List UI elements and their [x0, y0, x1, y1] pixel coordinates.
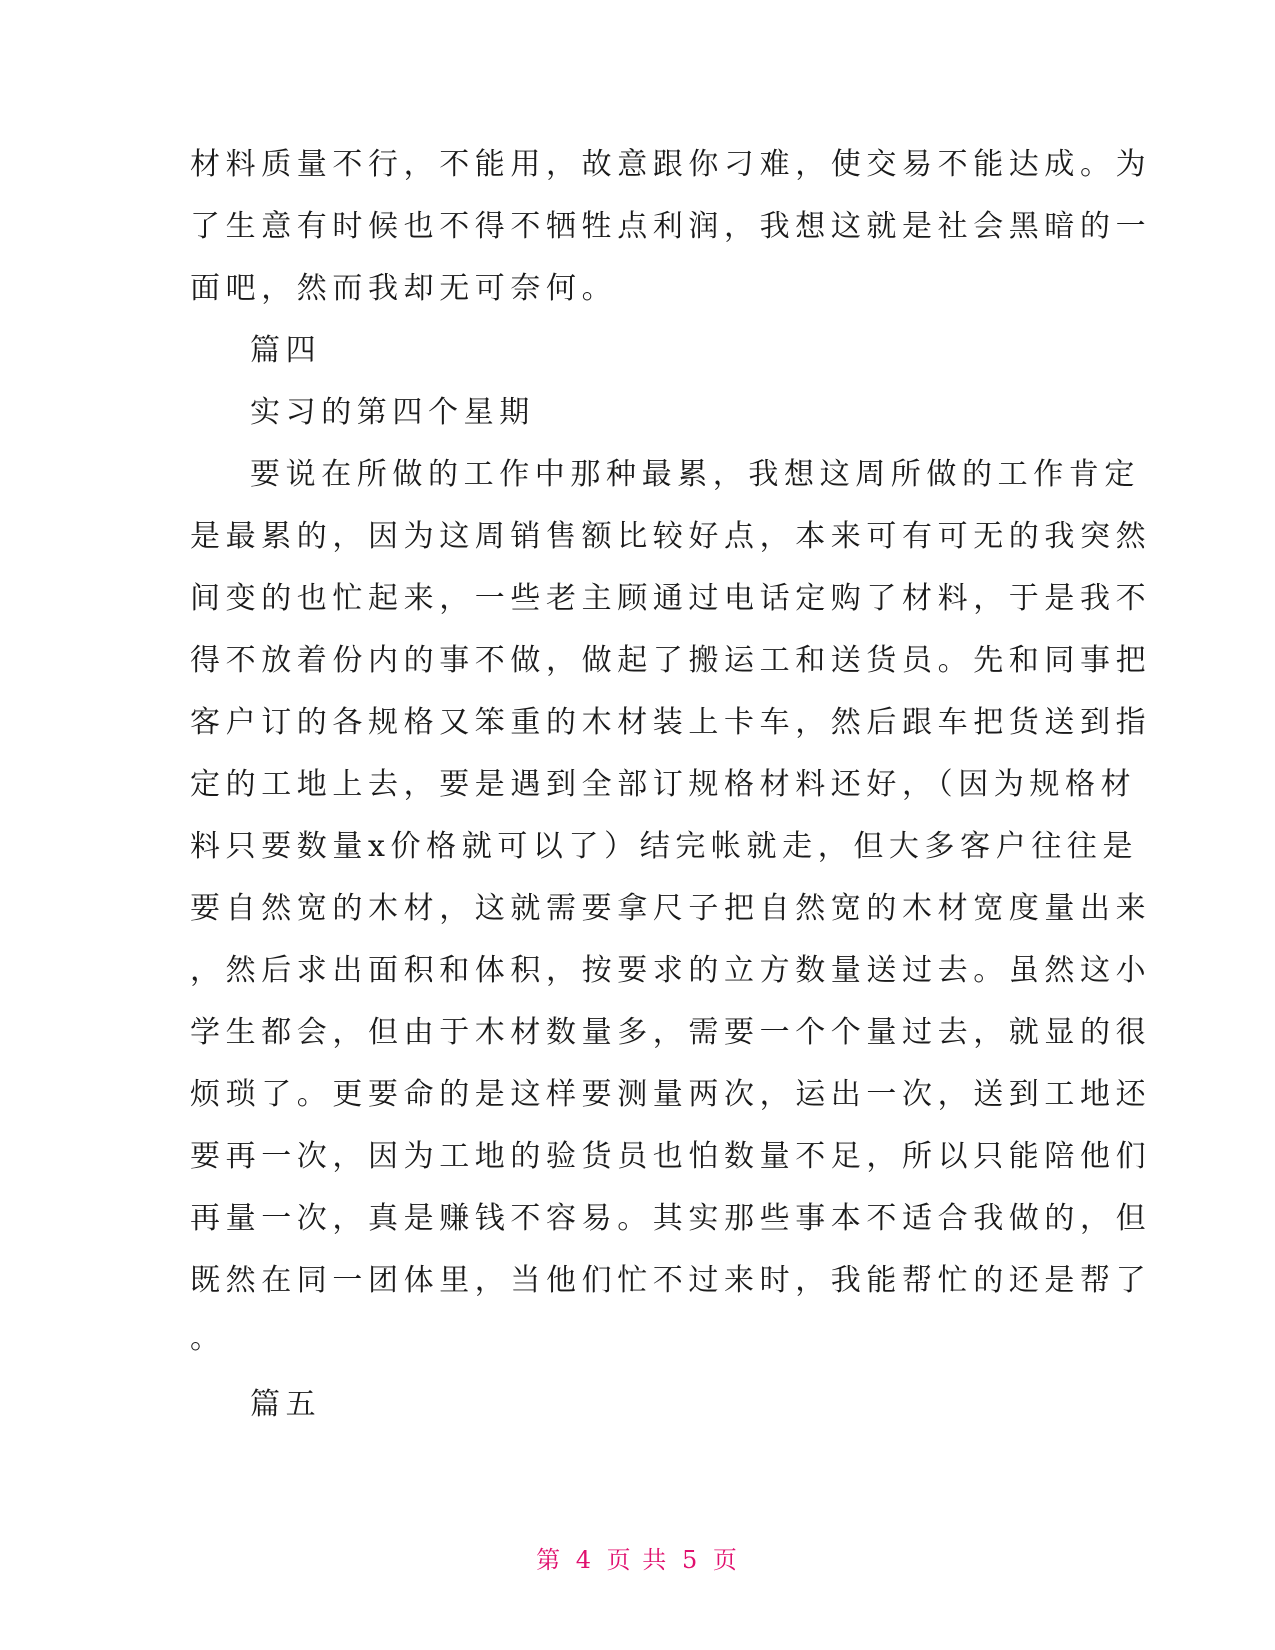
paragraph-line: 料只要数量x价格就可以了）结完帐就走，但大多客户往往是 [190, 829, 1139, 864]
paragraph-line: 要自然宽的木材，这就需要拿尺子把自然宽的木材宽度量出来 [190, 891, 1152, 926]
paragraph-line: 既然在同一团体里，当他们忙不过来时，我能帮忙的还是帮了 [190, 1263, 1152, 1298]
paragraph-line: 再量一次，真是赚钱不容易。其实那些事本不适合我做的，但 [190, 1201, 1152, 1236]
footer-total-pages: 5 [681, 1546, 700, 1574]
paragraph-line: 要说在所做的工作中那种最累，我想这周所做的工作肯定 [250, 457, 1140, 492]
paragraph-line: 烦琐了。更要命的是这样要测量两次，运出一次，送到工地还 [190, 1077, 1152, 1112]
paragraph-line: 材料质量不行，不能用，故意跟你刁难，使交易不能达成。为 [190, 147, 1152, 182]
page-footer [0, 1544, 1275, 1576]
paragraph-line: 客户订的各规格又笨重的木材装上卡车，然后跟车把货送到指 [190, 705, 1152, 740]
paragraph-line: 了生意有时候也不得不牺牲点利润，我想这就是社会黑暗的一 [190, 209, 1152, 244]
footer-prefix: 第 [536, 1546, 563, 1574]
paragraph-line: 学生都会，但由于木材数量多，需要一个个量过去，就显的很 [190, 1015, 1152, 1050]
section-heading: 篇五 [250, 1387, 322, 1422]
footer-suffix: 页 [712, 1546, 739, 1574]
footer-middle: 页 共 [606, 1546, 669, 1574]
footer-current-page: 4 [575, 1546, 594, 1574]
paragraph-line: ，然后求出面积和体积，按要求的立方数量送过去。虽然这小 [190, 953, 1152, 988]
paragraph-line: 间变的也忙起来，一些老主顾通过电话定购了材料，于是我不 [190, 581, 1152, 616]
section-subtitle: 实习的第四个星期 [250, 395, 535, 430]
paragraph-line: 面吧，然而我却无可奈何。 [190, 271, 618, 306]
paragraph-line: 得不放着份内的事不做，做起了搬运工和送货员。先和同事把 [190, 643, 1152, 678]
paragraph-line: 要再一次，因为工地的验货员也怕数量不足，所以只能陪他们 [190, 1139, 1152, 1174]
paragraph-line: 定的工地上去，要是遇到全部订规格材料还好，（因为规格材 [190, 767, 1137, 802]
paragraph-line: 。 [190, 1321, 226, 1356]
paragraph-line: 是最累的，因为这周销售额比较好点，本来可有可无的我突然 [190, 519, 1152, 554]
section-heading: 篇四 [250, 333, 322, 368]
